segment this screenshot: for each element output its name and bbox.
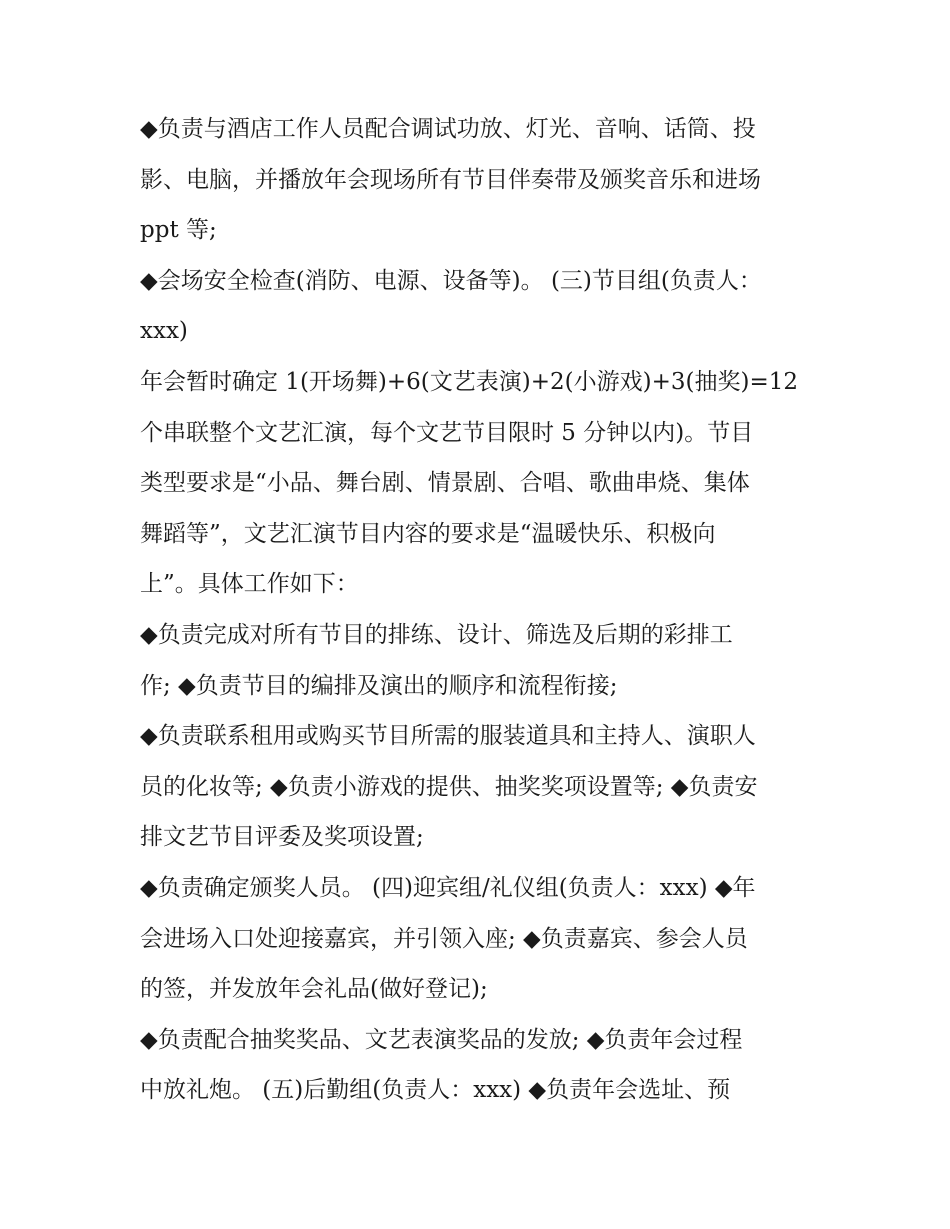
text-line: 年会暂时确定 1(开场舞)+6(文艺表演)+2(小游戏)+3(抽奖)=12 [140,368,798,395]
text-line: 的签，并发放年会礼品(做好登记); [140,976,488,1003]
text-line: 排文艺节目评委及奖项设置; [140,824,424,851]
text-line: 作; ◆负责节目的编排及演出的顺序和流程衔接; [140,672,618,699]
text-line: ◆负责与酒店工作人员配合调试功放、灯光、音响、话筒、投 [140,116,756,142]
text-line: ◆会场安全检查(消防、电源、设备等)。 (三)节目组(负责人： [140,267,762,294]
text-line: ◆负责完成对所有节目的排练、设计、筛选及后期的彩排工 [140,621,733,648]
text-line: xxx) [140,318,188,345]
text-line: 个串联整个文艺汇演，每个文艺节目限时 5 分钟以内)。节目 [140,419,754,446]
text-line: 舞蹈等”，文艺汇演节目内容的要求是“温暖快乐、积极向 [140,520,716,547]
text-line: 会进场入口处迎接嘉宾，并引领入座; ◆负责嘉宾、参会人员 [140,925,748,952]
text-line: ◆负责配合抽奖奖品、文艺表演奖品的发放; ◆负责年会过程 [140,1026,743,1053]
text-line: 员的化妆等; ◆负责小游戏的提供、抽奖奖项设置等; ◆负责安 [140,773,758,800]
text-line: 类型要求是“小品、舞台剧、情景剧、合唱、歌曲串烧、集体 [140,470,750,497]
text-line: ppt 等; [140,217,217,244]
body-text [140,104,820,1116]
text-line: ◆负责确定颁奖人员。 (四)迎宾组/礼仪组(负责人：xxx) ◆年 [140,874,756,901]
text-line: 中放礼炮。 (五)后勤组(负责人：xxx) ◆负责年会选址、预 [140,1077,731,1104]
text-line: 上”。具体工作如下： [140,571,359,598]
text-line: 影、电脑，并播放年会现场所有节目伴奏带及颁奖音乐和进场 [140,166,761,193]
text-line: ◆负责联系租用或购买节目所需的服装道具和主持人、演职人 [140,723,756,750]
